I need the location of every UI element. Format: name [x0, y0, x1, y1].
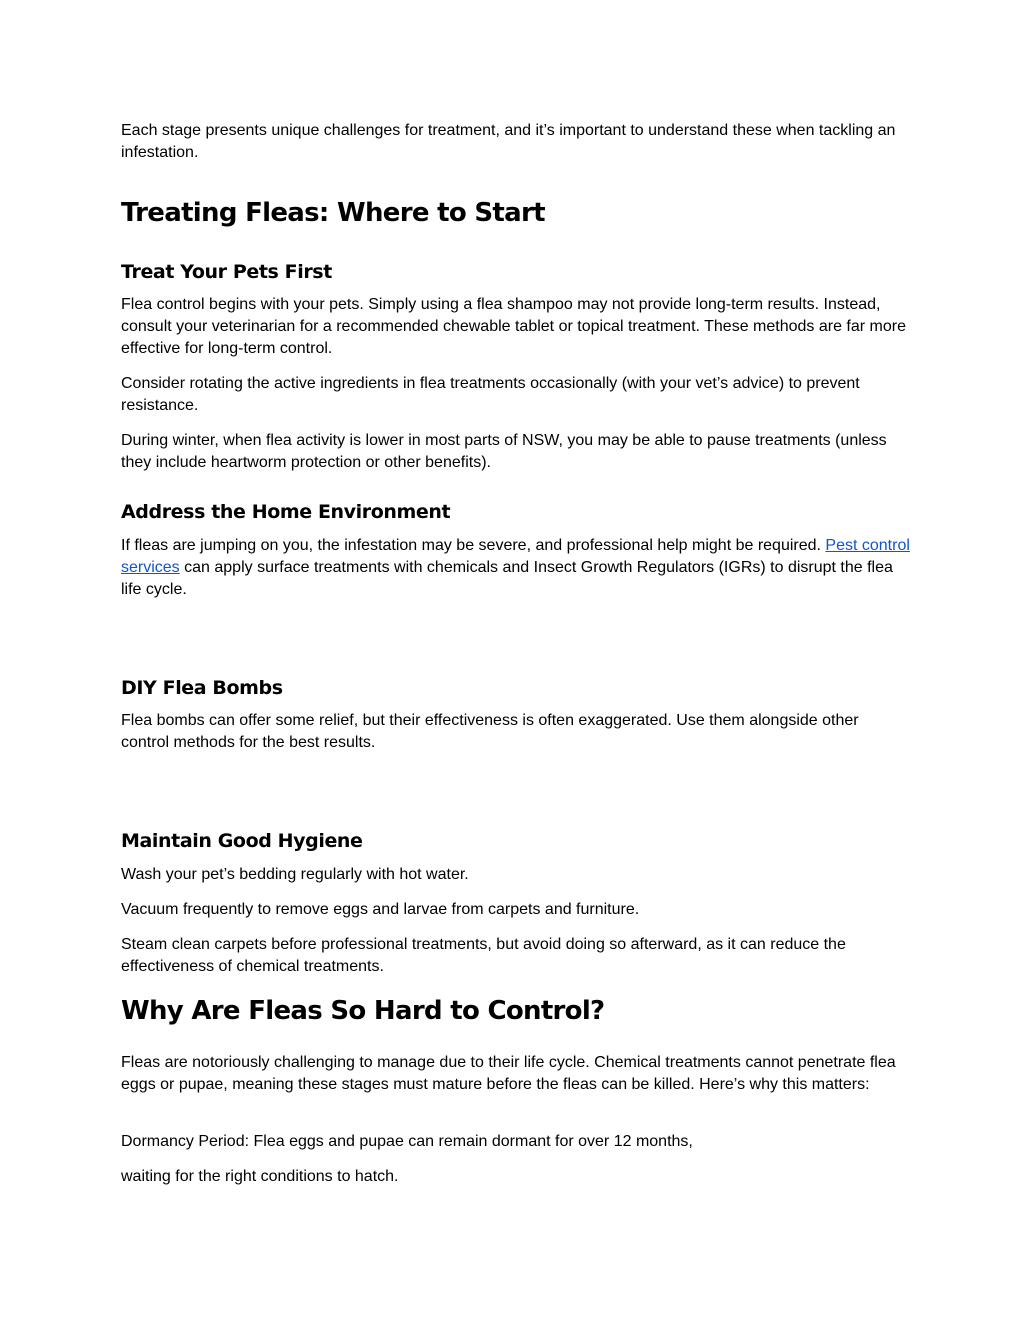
- treat-pets-paragraph-3: During winter, when flea activity is lower in most parts of NSW, you may be able to pause treatments (unless they include heartworm protection or other benefits).: [121, 432, 887, 471]
- home-environment-paragraph: [121, 535, 911, 601]
- pest-control-services-link[interactable]: Pest control services: [121, 537, 910, 576]
- why-fleas-heading: Why Are Fleas So Hard to Control?: [121, 996, 605, 1026]
- good-hygiene-heading: Maintain Good Hygiene: [121, 830, 363, 852]
- home-text-before-link: If fleas are jumping on you, the infestation may be severe, and professional help might be required.: [121, 537, 826, 554]
- why-fleas-paragraph-3: waiting for the right conditions to hatch.: [121, 1168, 399, 1185]
- good-hygiene-paragraph-2: Vacuum frequently to remove eggs and larvae from carpets and furniture.: [121, 901, 640, 918]
- treat-pets-paragraph-1: Flea control begins with your pets. Simply using a flea shampoo may not provide long-term results. Instead, consult your veterinarian for a recommended chewable tablet or topical treatment. These methods are far more effective for long-term control.: [121, 296, 906, 357]
- why-fleas-paragraph-2: Dormancy Period: Flea eggs and pupae can remain dormant for over 12 months,: [121, 1133, 693, 1150]
- treating-fleas-heading: Treating Fleas: Where to Start: [121, 198, 545, 228]
- intro-paragraph: Each stage presents unique challenges for treatment, and it’s important to understand these when tackling an infestation.: [121, 122, 896, 161]
- home-text-after-link: can apply surface treatments with chemicals and Insect Growth Regulators (IGRs) to disrupt the flea life cycle.: [121, 559, 893, 598]
- good-hygiene-paragraph-1: Wash your pet’s bedding regularly with hot water.: [121, 866, 469, 883]
- diy-flea-bombs-paragraph: Flea bombs can offer some relief, but their effectiveness is often exaggerated. Use them alongside other control methods for the best results.: [121, 712, 859, 751]
- treat-pets-heading: Treat Your Pets First: [121, 261, 332, 283]
- diy-flea-bombs-heading: DIY Flea Bombs: [121, 677, 283, 699]
- home-environment-heading: Address the Home Environment: [121, 501, 451, 523]
- why-fleas-paragraph-1: Fleas are notoriously challenging to manage due to their life cycle. Chemical treatments cannot penetrate flea eggs or pupae, meaning these stages must mature before the fleas can be killed. Here’s why this matters:: [121, 1054, 896, 1093]
- good-hygiene-paragraph-3: Steam clean carpets before professional treatments, but avoid doing so afterward, as it can reduce the effectiveness of chemical treatments.: [121, 936, 846, 975]
- treat-pets-paragraph-2: Consider rotating the active ingredients in flea treatments occasionally (with your vet’s advice) to prevent resistance.: [121, 375, 860, 414]
